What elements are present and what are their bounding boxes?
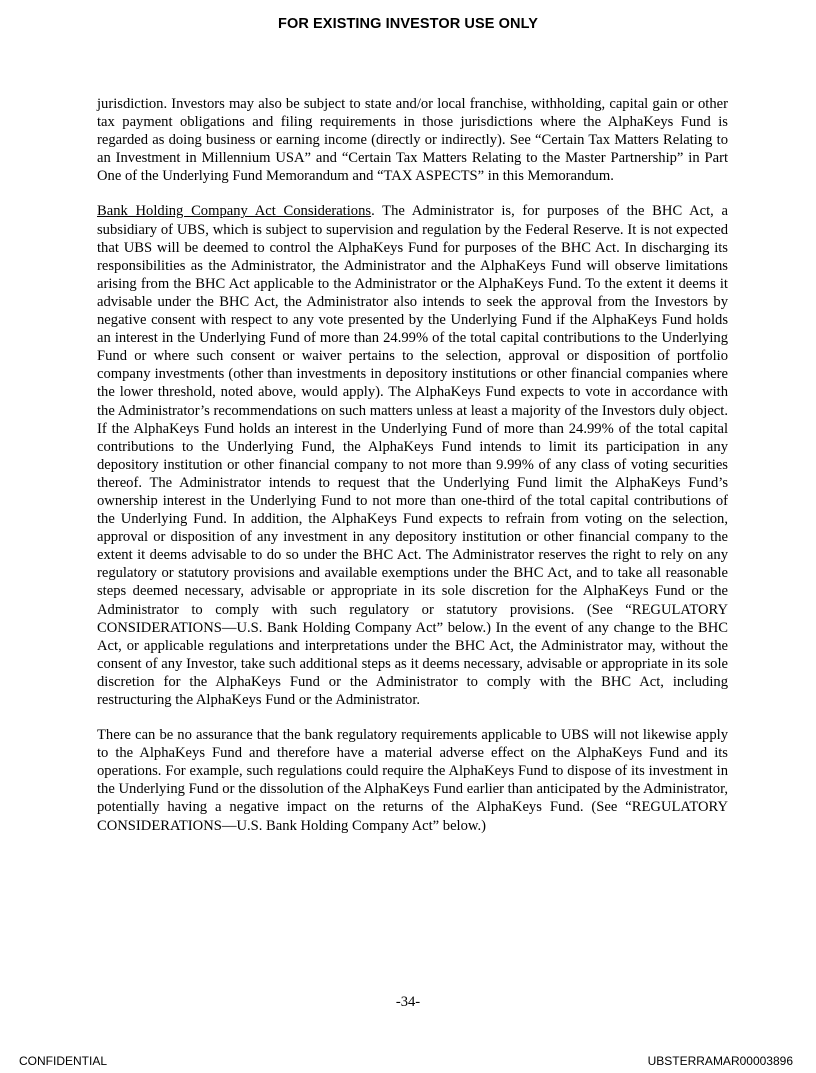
page-header: FOR EXISTING INVESTOR USE ONLY (277, 16, 539, 32)
footer-confidential: CONFIDENTIAL (19, 1054, 108, 1068)
page-number: -34- (395, 994, 421, 1010)
document-body (97, 95, 728, 852)
paragraph-bhc-act-text: . The Administrator is, for purposes of the BHC Act, a subsidiary of UBS, which is subject to supervision and regulation by the Federal Reserve. It is not expected that UBS will be deemed to control the AlphaKeys Fund for purposes of the BHC Act. In discharging its responsibilities as the Administrator, the Administrator and the AlphaKeys Fund will observe limitations arising from the BHC Act applicable to the Administrator or the AlphaKeys Fund. To the extent it deems it advisable under the BHC Act, the Administrator also intends to seek the approval from the Investors by negative consent with respect to any vote presented by the Underlying Fund if the AlphaKeys Fund holds an interest in the Underlying Fund of more than 24.99% of the total capital contributions to the Underlying Fund or where such consent or waiver pertains to the selection, approval or disposition of portfolio company investments (other than investments in depository institutions or other financial companies where the lower threshold, noted above, would apply). The AlphaKeys Fund expects to vote in accordance with the Administrator’s recommendations on such matters unless at least a majority of the Investors duly object. If the AlphaKeys Fund holds an interest in the Underlying Fund of more than 24.99% of the total capital contributions to the Underlying Fund, the AlphaKeys Fund intends to limit its participation in any depository institution or other financial company to not more than 9.99% of any class of voting securities thereof. The Administrator intends to request that the Underlying Fund limit the AlphaKeys Fund’s ownership interest in the Underlying Fund to not more than one-third of the total capital contributions of the Underlying Fund. In addition, the AlphaKeys Fund expects to refrain from voting on the selection, approval or disposition of any investment in any depository institution or other financial company to the extent it deems advisable to do so under the BHC Act. The Administrator reserves the right to rely on any regulatory or statutory provisions and available exemptions under the BHC Act, and to take all reasonable steps deemed necessary, advisable or appropriate in its sole discretion for the AlphaKeys Fund or the Administrator to comply with such regulatory or statutory provisions. (See “REGULATORY CONSIDERATIONS—U.S. Bank Holding Company Act” below.) In the event of any change to the BHC Act, or applicable regulations and interpretations under the BHC Act, the Administrator may, without the consent of any Investor, take such additional steps as it deems necessary, advisable or appropriate in its sole discretion for the AlphaKeys Fund or the Administrator to comply with the BHC Act, including restructuring the AlphaKeys Fund or the Administrator. (97, 203, 728, 708)
paragraph-regulatory-assurance: There can be no assurance that the bank regulatory requirements applicable to UBS will not likewise apply to the AlphaKeys Fund and therefore have a material adverse effect on the AlphaKeys Fund and its operations. For example, such regulations could require the AlphaKeys Fund to dispose of its investment in the Underlying Fund or the dissolution of the AlphaKeys Fund earlier than anticipated by the Administrator, potentially having a negative impact on the returns of the AlphaKeys Fund. (See “REGULATORY CONSIDERATIONS—U.S. Bank Holding Company Act” below.) (97, 727, 728, 834)
paragraph-tax-jurisdiction: jurisdiction. Investors may also be subject to state and/or local franchise, withholding, capital gain or other tax payment obligations and filing requirements in those jurisdictions where the AlphaKeys Fund is regarded as doing business or earning income (directly or indirectly). See “Certain Tax Matters Relating to an Investment in Millennium USA” and “Certain Tax Matters Relating to the Master Partnership” in Part One of the Underlying Fund Memorandum and “TAX ASPECTS” in this Memorandum. (97, 96, 728, 185)
paragraph-bhc-act (97, 202, 728, 709)
footer-bates-number: UBSTERRAMAR00003896 (647, 1054, 793, 1068)
section-heading: Bank Holding Company Act Considerations (97, 203, 372, 220)
